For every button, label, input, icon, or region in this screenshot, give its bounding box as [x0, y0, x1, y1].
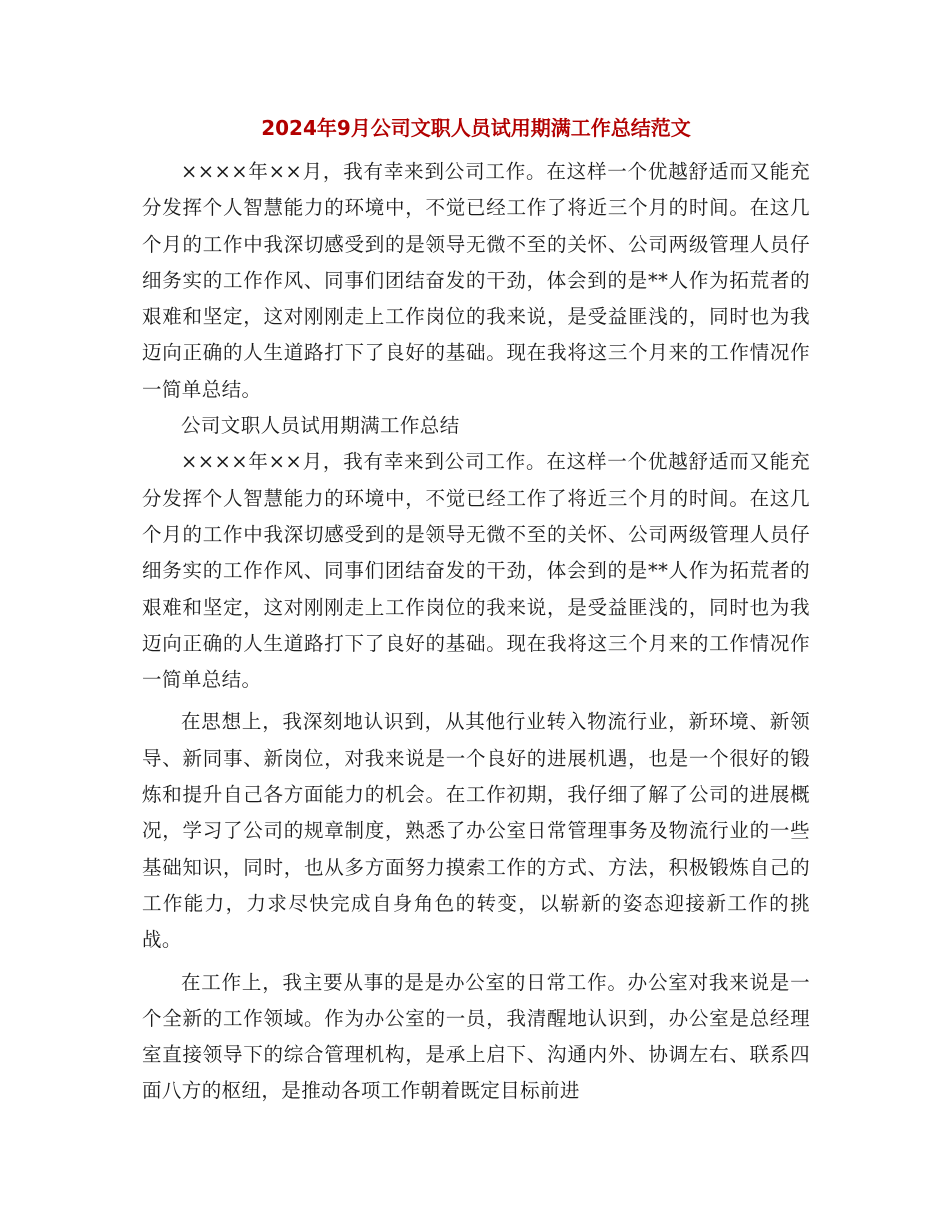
document-page — [142, 108, 810, 1110]
paragraph-intro-repeat: ××××年××月，我有幸来到公司工作。在这样一个优越舒适而又能充分发挥个人智慧能力的环境中，不觉已经工作了将近三个月的时间。在这几个月的工作中我深切感受到的是领导无微不至的关怀、公司两级管理人员仔细务实的工作作风、同事们团结奋发的干劲，体会到的是**人作为拓荒者的艰难和坚定，这对刚刚走上工作岗位的我来说，是受益匪浅的，同时也为我迈向正确的人生道路打下了良好的基础。现在我将这三个月来的工作情况作一简单总结。 — [142, 450, 810, 692]
section-heading: 公司文职人员试用期满工作总结 — [181, 414, 460, 438]
document-title: 2024年9月公司文职人员试用期满工作总结范文 — [261, 116, 691, 140]
paragraph-work: 在工作上，我主要从事的是是办公室的日常工作。办公室对我来说是一个全新的工作领域。作为办公室的一员，我清醒地认识到，办公室是总经理室直接领导下的综合管理机构，是承上启下、沟通内外、协调左右、联系四面八方的枢纽，是推动各项工作朝着既定目标前进 — [142, 970, 810, 1103]
paragraph-intro: ××××年××月，我有幸来到公司工作。在这样一个优越舒适而又能充分发挥个人智慧能力的环境中，不觉已经工作了将近三个月的时间。在这几个月的工作中我深切感受到的是领导无微不至的关怀、公司两级管理人员仔细务实的工作作风、同事们团结奋发的干劲，体会到的是**人作为拓荒者的艰难和坚定，这对刚刚走上工作岗位的我来说，是受益匪浅的，同时也为我迈向正确的人生道路打下了良好的基础。现在我将这三个月来的工作情况作一简单总结。 — [142, 160, 810, 401]
paragraph-thinking: 在思想上，我深刻地认识到，从其他行业转入物流行业，新环境、新领导、新同事、新岗位，对我来说是一个良好的进展机遇，也是一个很好的锻炼和提升自己各方面能力的机会。在工作初期，我仔细了解了公司的进展概况，学习了公司的规章制度，熟悉了办公室日常管理事务及物流行业的一些基础知识，同时，也从多方面努力摸索工作的方式、方法，积极锻炼自己的工作能力，力求尽快完成自身角色的转变，以崭新的姿态迎接新工作的挑战。 — [142, 710, 810, 952]
